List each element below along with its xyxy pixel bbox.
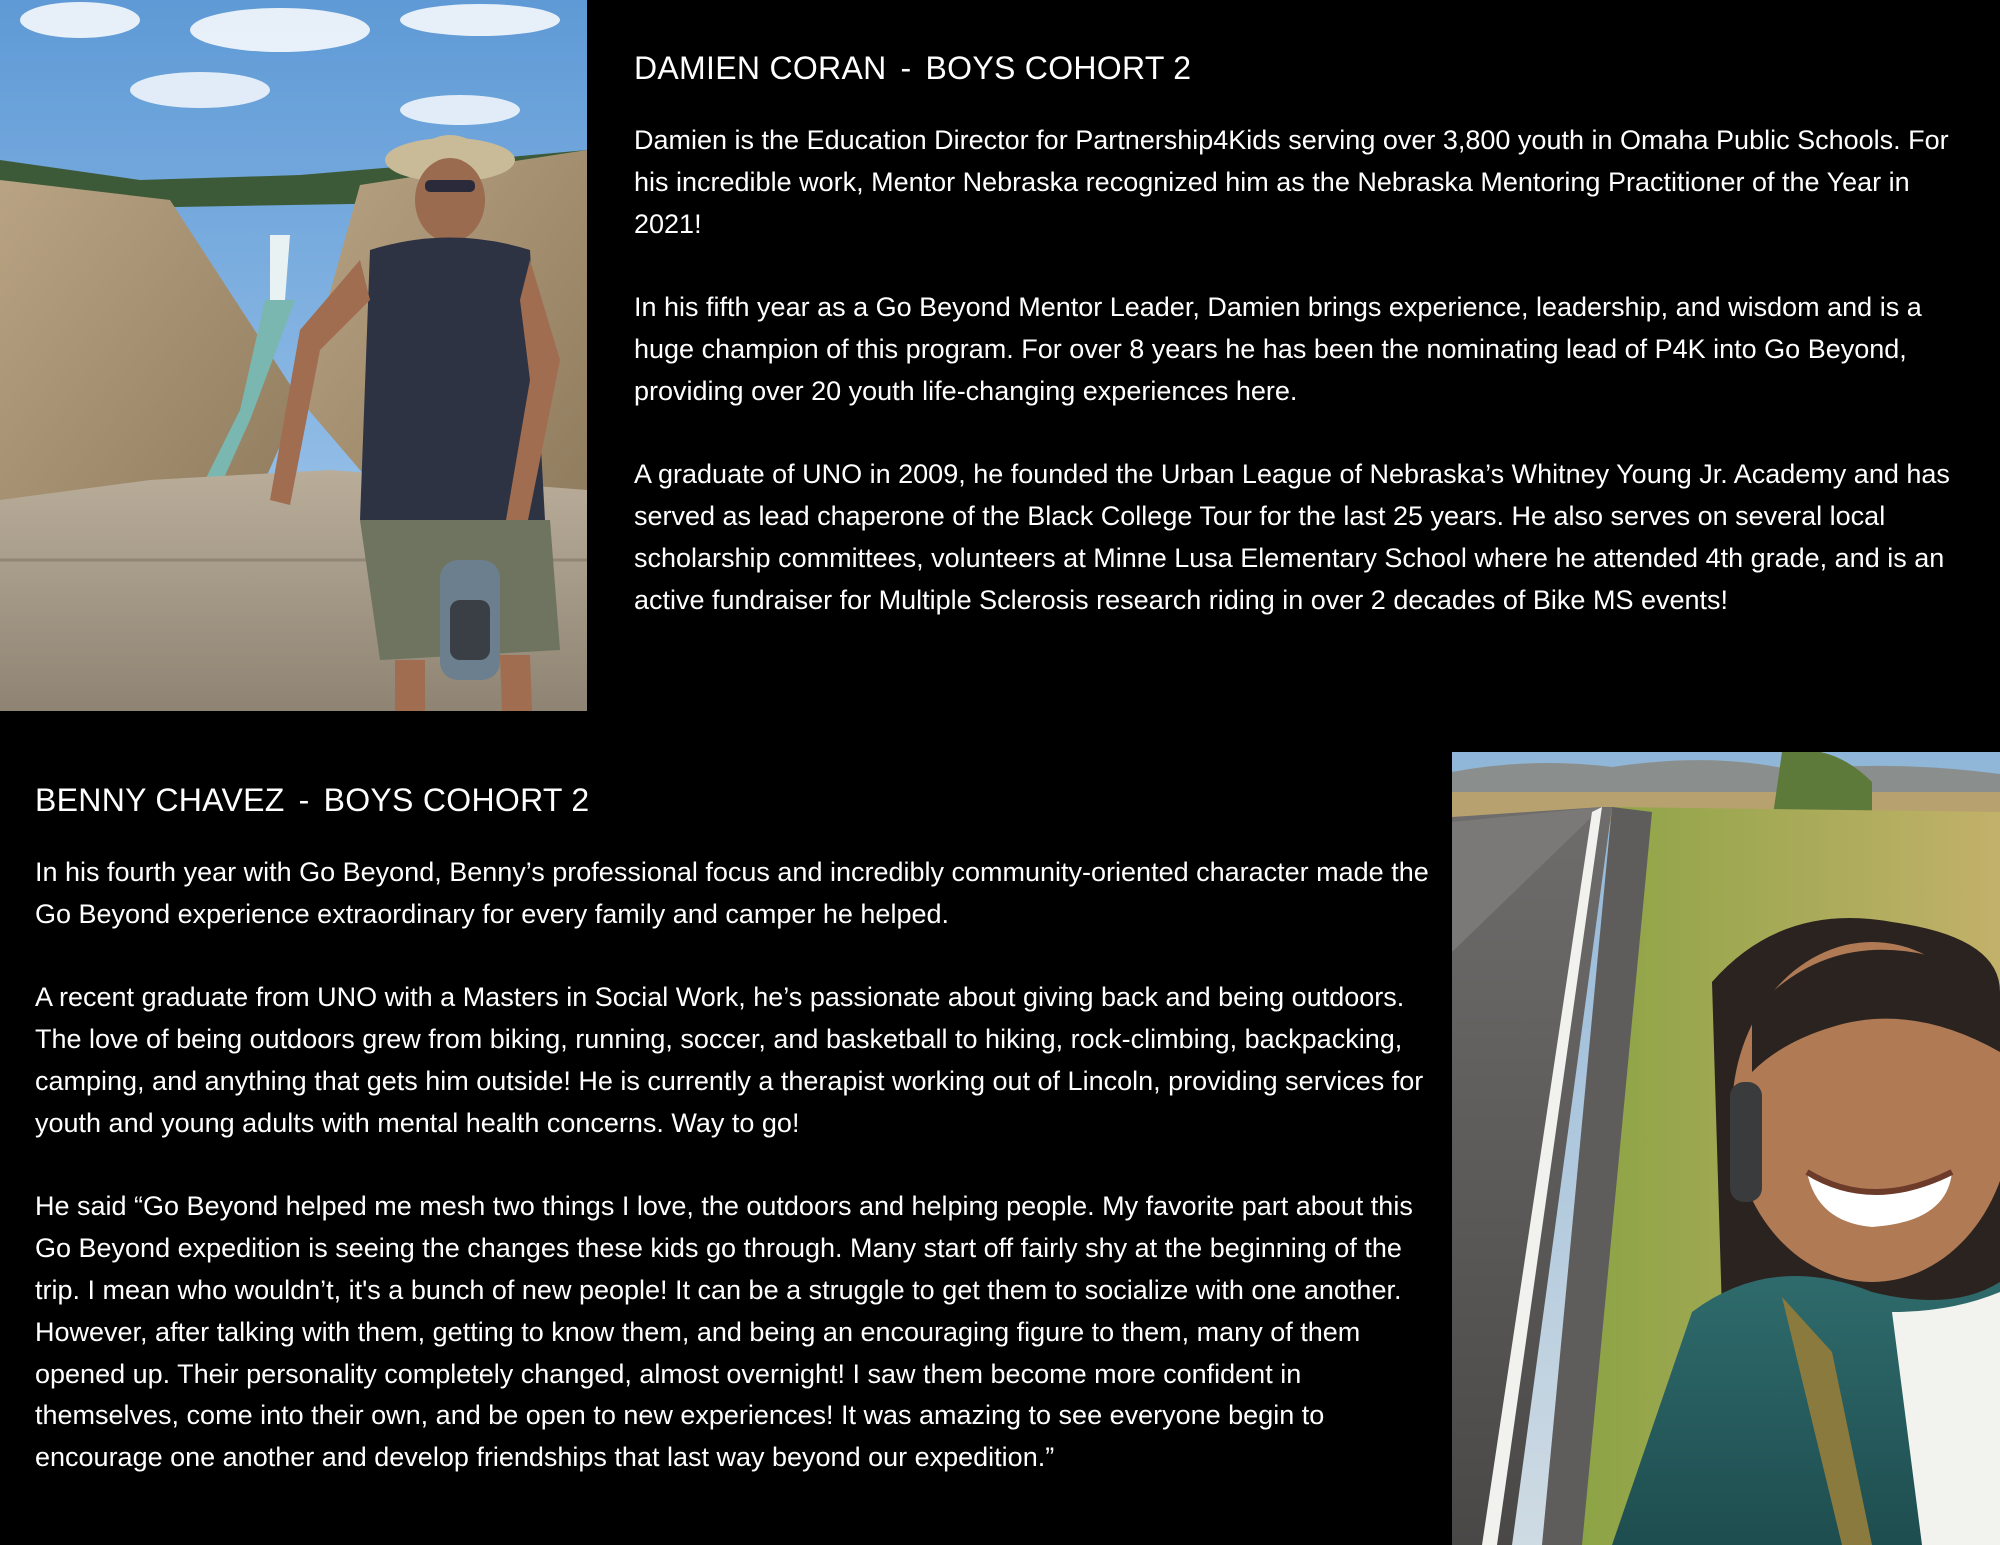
heading-separator: - — [298, 782, 310, 818]
heading-separator: - — [900, 50, 912, 86]
benny-paragraph-2: A recent graduate from UNO with a Masters in Social Work, he’s passionate about giving back and being outdoors. The love of being outdoors grew from biking, running, soccer, and basketball to hiking, rock-climbing, backpacking, camping, and anything that gets him outside! He is currently a therapist working out of Lincoln, providing services for youth and young adults with mental health concerns. Way to go! — [35, 982, 1424, 1138]
benny-paragraph-1: In his fourth year with Go Beyond, Benny’s professional focus and incredibly community-oriented character made the Go Beyond experience extraordinary for every family and camper he helped. — [35, 857, 1429, 929]
damien-paragraph-2: In his fifth year as a Go Beyond Mentor Leader, Damien brings experience, leadership, and wisdom and is a huge champion of this program. For over 8 years he has been the nominating lead of P4K into Go Beyond, providing over 20 youth life-changing experiences here. — [634, 292, 1922, 406]
benny-bio — [35, 776, 1435, 1479]
canyon-waterfall-portrait-photo — [0, 0, 587, 711]
damien-paragraph-1: Damien is the Education Director for Partnership4Kids serving over 3,800 youth in Omaha Public Schools. For his incredible work, Mentor Nebraska recognized him as the Nebraska Mentoring Practitioner of the Year in 2021! — [634, 125, 1949, 239]
damien-cohort: BOYS COHORT 2 — [925, 50, 1192, 86]
damien-bio — [634, 44, 1964, 622]
damien-heading — [634, 44, 1964, 92]
benny-heading — [35, 776, 1435, 824]
damien-name: DAMIEN CORAN — [634, 50, 887, 86]
damien-photo — [0, 0, 587, 711]
roadside-selfie-photo — [1452, 752, 2000, 1545]
damien-paragraph-3: A graduate of UNO in 2009, he founded the Urban League of Nebraska’s Whitney Young Jr. Academy and has served as lead chaperone of the Black College Tour for the last 25 years. He also serves on several local scholarship committees, volunteers at Minne Lusa Elementary School where he attended 4th grade, and is an active fundraiser for Multiple Sclerosis research riding in over 2 decades of Bike MS events! — [634, 459, 1950, 615]
benny-cohort: BOYS COHORT 2 — [323, 782, 590, 818]
benny-name: BENNY CHAVEZ — [35, 782, 285, 818]
benny-photo — [1452, 752, 2000, 1545]
benny-paragraph-3: He said “Go Beyond helped me mesh two things I love, the outdoors and helping people. My favorite part about this Go Beyond expedition is seeing the changes these kids go through. Many start off fairly shy at the beginning of the trip. I mean who wouldn’t, it's a bunch of new people! It can be a struggle to get them to socialize with one another. However, after talking with them, getting to know them, and being an encouraging figure to them, many of them opened up. Their personality completely changed, almost overnight! I saw them become more confident in themselves, come into their own, and be open to new experiences! It was amazing to see everyone begin to encourage one another and develop friendships that last way beyond our expedition.” — [35, 1191, 1413, 1473]
